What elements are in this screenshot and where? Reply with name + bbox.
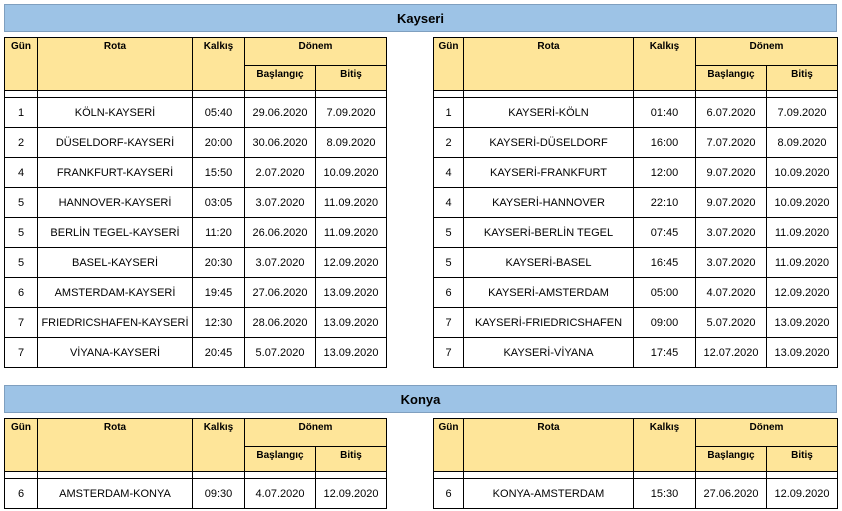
bitis-cell: 12.09.2020 bbox=[316, 479, 387, 509]
bitis-cell: 13.09.2020 bbox=[316, 278, 387, 308]
bitis-cell: 13.09.2020 bbox=[316, 308, 387, 338]
kalkis-cell: 20:00 bbox=[193, 128, 245, 158]
gun-cell: 5 bbox=[434, 248, 464, 278]
baslangic-cell: 27.06.2020 bbox=[245, 278, 316, 308]
gun-cell: 7 bbox=[5, 308, 38, 338]
bitis-cell: 13.09.2020 bbox=[316, 338, 387, 368]
header-bitis: Bitiş bbox=[767, 447, 838, 472]
rota-cell: KAYSERİ-DÜSELDORF bbox=[464, 128, 634, 158]
header-bitis: Bitiş bbox=[316, 447, 387, 472]
kalkis-cell: 12:00 bbox=[634, 158, 696, 188]
kalkis-cell: 22:10 bbox=[634, 188, 696, 218]
rota-cell: FRIEDRICSHAFEN-KAYSERİ bbox=[38, 308, 193, 338]
rota-cell: KAYSERİ-BERLİN TEGEL bbox=[464, 218, 634, 248]
table-row bbox=[434, 218, 838, 248]
table-row bbox=[5, 158, 387, 188]
spacer-cell bbox=[434, 472, 464, 479]
spacer-cell bbox=[5, 91, 38, 98]
bitis-cell: 10.09.2020 bbox=[316, 158, 387, 188]
kalkis-cell: 09:00 bbox=[634, 308, 696, 338]
kalkis-cell: 03:05 bbox=[193, 188, 245, 218]
header-kalkis: Kalkış bbox=[634, 38, 696, 91]
spacer-cell bbox=[5, 472, 38, 479]
gun-cell: 1 bbox=[434, 98, 464, 128]
rota-cell: KAYSERİ-KÖLN bbox=[464, 98, 634, 128]
rota-cell: AMSTERDAM-KAYSERİ bbox=[38, 278, 193, 308]
spacer-cell bbox=[193, 91, 245, 98]
baslangic-cell: 28.06.2020 bbox=[245, 308, 316, 338]
kayseri-left-table bbox=[4, 37, 387, 368]
bitis-cell: 11.09.2020 bbox=[767, 218, 838, 248]
kalkis-cell: 17:45 bbox=[634, 338, 696, 368]
rota-cell: AMSTERDAM-KONYA bbox=[38, 479, 193, 509]
konya-right-table bbox=[433, 418, 838, 509]
rota-cell: HANNOVER-KAYSERİ bbox=[38, 188, 193, 218]
spacer-cell bbox=[767, 472, 838, 479]
table-row bbox=[434, 98, 838, 128]
baslangic-cell: 3.07.2020 bbox=[245, 248, 316, 278]
header-donem: Dönem bbox=[696, 419, 838, 447]
bitis-cell: 8.09.2020 bbox=[316, 128, 387, 158]
kalkis-cell: 16:00 bbox=[634, 128, 696, 158]
gun-cell: 2 bbox=[5, 128, 38, 158]
spacer-cell bbox=[434, 91, 464, 98]
spacer-cell bbox=[38, 472, 193, 479]
header-baslangic: Başlangıç bbox=[696, 66, 767, 91]
table-row bbox=[5, 479, 387, 509]
spacer-cell bbox=[245, 91, 316, 98]
section-title-konya: Konya bbox=[4, 385, 837, 413]
bitis-cell: 7.09.2020 bbox=[316, 98, 387, 128]
header-donem: Dönem bbox=[245, 38, 387, 66]
header-rota: Rota bbox=[464, 419, 634, 472]
section-title-kayseri: Kayseri bbox=[4, 4, 837, 32]
table-row bbox=[5, 128, 387, 158]
gun-cell: 6 bbox=[5, 278, 38, 308]
spacer-cell bbox=[464, 472, 634, 479]
konya-left-table bbox=[4, 418, 387, 509]
kalkis-cell: 05:00 bbox=[634, 278, 696, 308]
rota-cell: KAYSERİ-FRIEDRICSHAFEN bbox=[464, 308, 634, 338]
spacer-cell bbox=[696, 472, 767, 479]
spacer-cell bbox=[634, 472, 696, 479]
rota-cell: KÖLN-KAYSERİ bbox=[38, 98, 193, 128]
bitis-cell: 7.09.2020 bbox=[767, 98, 838, 128]
table-row bbox=[5, 338, 387, 368]
table-row bbox=[5, 218, 387, 248]
bitis-cell: 8.09.2020 bbox=[767, 128, 838, 158]
spacer-cell bbox=[634, 91, 696, 98]
spacer-cell bbox=[245, 472, 316, 479]
baslangic-cell: 9.07.2020 bbox=[696, 188, 767, 218]
gun-cell: 4 bbox=[434, 188, 464, 218]
baslangic-cell: 3.07.2020 bbox=[696, 248, 767, 278]
gun-cell: 1 bbox=[5, 98, 38, 128]
spacer-row bbox=[5, 472, 387, 479]
spacer-row bbox=[5, 91, 387, 98]
kalkis-cell: 16:45 bbox=[634, 248, 696, 278]
rota-cell: KAYSERİ-AMSTERDAM bbox=[464, 278, 634, 308]
kalkis-cell: 01:40 bbox=[634, 98, 696, 128]
gun-cell: 6 bbox=[434, 479, 464, 509]
kayseri-right-table bbox=[433, 37, 838, 368]
rota-cell: BERLİN TEGEL-KAYSERİ bbox=[38, 218, 193, 248]
table-row bbox=[5, 308, 387, 338]
baslangic-cell: 7.07.2020 bbox=[696, 128, 767, 158]
bitis-cell: 11.09.2020 bbox=[767, 248, 838, 278]
table-row bbox=[5, 278, 387, 308]
rota-cell: DÜSELDORF-KAYSERİ bbox=[38, 128, 193, 158]
rota-cell: FRANKFURT-KAYSERİ bbox=[38, 158, 193, 188]
table-row bbox=[434, 479, 838, 509]
spacer-cell bbox=[767, 91, 838, 98]
header-rota: Rota bbox=[38, 38, 193, 91]
gun-cell: 6 bbox=[434, 278, 464, 308]
rota-cell: KAYSERİ-BASEL bbox=[464, 248, 634, 278]
baslangic-cell: 26.06.2020 bbox=[245, 218, 316, 248]
kalkis-cell: 09:30 bbox=[193, 479, 245, 509]
baslangic-cell: 27.06.2020 bbox=[696, 479, 767, 509]
header-kalkis: Kalkış bbox=[193, 38, 245, 91]
baslangic-cell: 6.07.2020 bbox=[696, 98, 767, 128]
bitis-cell: 11.09.2020 bbox=[316, 188, 387, 218]
gun-cell: 5 bbox=[434, 218, 464, 248]
header-donem: Dönem bbox=[696, 38, 838, 66]
spacer-cell bbox=[38, 91, 193, 98]
header-rota: Rota bbox=[464, 38, 634, 91]
spacer-cell bbox=[316, 472, 387, 479]
gun-cell: 2 bbox=[434, 128, 464, 158]
table-row bbox=[5, 98, 387, 128]
rota-cell: BASEL-KAYSERİ bbox=[38, 248, 193, 278]
header-rota: Rota bbox=[38, 419, 193, 472]
kalkis-cell: 15:50 bbox=[193, 158, 245, 188]
table-row bbox=[434, 128, 838, 158]
kalkis-cell: 05:40 bbox=[193, 98, 245, 128]
spacer-cell bbox=[193, 472, 245, 479]
spacer-row bbox=[434, 472, 838, 479]
header-kalkis: Kalkış bbox=[634, 419, 696, 472]
header-gun: Gün bbox=[434, 38, 464, 91]
gun-cell: 4 bbox=[434, 158, 464, 188]
baslangic-cell: 9.07.2020 bbox=[696, 158, 767, 188]
table-row bbox=[434, 278, 838, 308]
table-row bbox=[434, 338, 838, 368]
table-row bbox=[434, 188, 838, 218]
bitis-cell: 13.09.2020 bbox=[767, 308, 838, 338]
table-row bbox=[434, 308, 838, 338]
kalkis-cell: 19:45 bbox=[193, 278, 245, 308]
header-baslangic: Başlangıç bbox=[245, 447, 316, 472]
gun-cell: 5 bbox=[5, 248, 38, 278]
header-baslangic: Başlangıç bbox=[245, 66, 316, 91]
table-row bbox=[434, 158, 838, 188]
baslangic-cell: 29.06.2020 bbox=[245, 98, 316, 128]
bitis-cell: 10.09.2020 bbox=[767, 188, 838, 218]
spacer-cell bbox=[696, 91, 767, 98]
bitis-cell: 11.09.2020 bbox=[316, 218, 387, 248]
gun-cell: 6 bbox=[5, 479, 38, 509]
kalkis-cell: 11:20 bbox=[193, 218, 245, 248]
kalkis-cell: 12:30 bbox=[193, 308, 245, 338]
gun-cell: 7 bbox=[434, 308, 464, 338]
baslangic-cell: 30.06.2020 bbox=[245, 128, 316, 158]
rota-cell: KAYSERİ-FRANKFURT bbox=[464, 158, 634, 188]
gun-cell: 5 bbox=[5, 218, 38, 248]
spacer-cell bbox=[464, 91, 634, 98]
kalkis-cell: 20:45 bbox=[193, 338, 245, 368]
kalkis-cell: 07:45 bbox=[634, 218, 696, 248]
spacer-row bbox=[434, 91, 838, 98]
bitis-cell: 12.09.2020 bbox=[316, 248, 387, 278]
table-row bbox=[5, 248, 387, 278]
gun-cell: 4 bbox=[5, 158, 38, 188]
baslangic-cell: 12.07.2020 bbox=[696, 338, 767, 368]
kalkis-cell: 20:30 bbox=[193, 248, 245, 278]
bitis-cell: 12.09.2020 bbox=[767, 479, 838, 509]
header-bitis: Bitiş bbox=[316, 66, 387, 91]
header-gun: Gün bbox=[434, 419, 464, 472]
table-row bbox=[434, 248, 838, 278]
header-gun: Gün bbox=[5, 38, 38, 91]
spacer-cell bbox=[316, 91, 387, 98]
header-baslangic: Başlangıç bbox=[696, 447, 767, 472]
gun-cell: 5 bbox=[5, 188, 38, 218]
bitis-cell: 12.09.2020 bbox=[767, 278, 838, 308]
baslangic-cell: 2.07.2020 bbox=[245, 158, 316, 188]
table-row bbox=[5, 188, 387, 218]
baslangic-cell: 4.07.2020 bbox=[245, 479, 316, 509]
rota-cell: VİYANA-KAYSERİ bbox=[38, 338, 193, 368]
rota-cell: KAYSERİ-VİYANA bbox=[464, 338, 634, 368]
baslangic-cell: 5.07.2020 bbox=[245, 338, 316, 368]
header-gun: Gün bbox=[5, 419, 38, 472]
header-kalkis: Kalkış bbox=[193, 419, 245, 472]
gun-cell: 7 bbox=[434, 338, 464, 368]
header-donem: Dönem bbox=[245, 419, 387, 447]
baslangic-cell: 5.07.2020 bbox=[696, 308, 767, 338]
baslangic-cell: 3.07.2020 bbox=[696, 218, 767, 248]
rota-cell: KAYSERİ-HANNOVER bbox=[464, 188, 634, 218]
baslangic-cell: 3.07.2020 bbox=[245, 188, 316, 218]
bitis-cell: 13.09.2020 bbox=[767, 338, 838, 368]
bitis-cell: 10.09.2020 bbox=[767, 158, 838, 188]
rota-cell: KONYA-AMSTERDAM bbox=[464, 479, 634, 509]
gun-cell: 7 bbox=[5, 338, 38, 368]
baslangic-cell: 4.07.2020 bbox=[696, 278, 767, 308]
header-bitis: Bitiş bbox=[767, 66, 838, 91]
kalkis-cell: 15:30 bbox=[634, 479, 696, 509]
